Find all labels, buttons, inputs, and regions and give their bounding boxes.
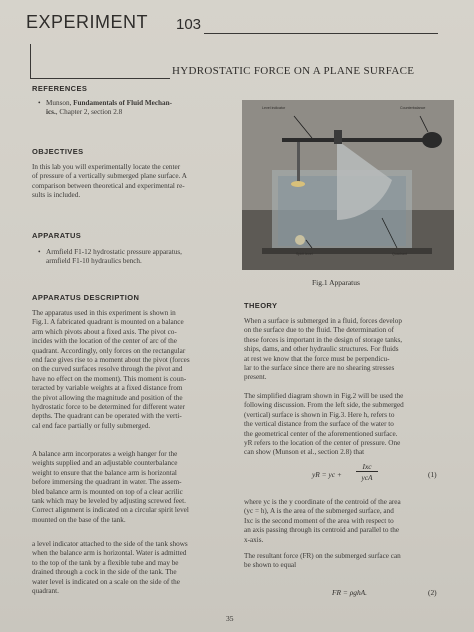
text-line: The apparatus used in this experiment is shown in — [32, 309, 176, 317]
text-line: the pivot allowing the magnitude and position of the — [32, 393, 183, 402]
objectives-text — [32, 163, 237, 201]
label-level-indicator: Level indicator — [262, 106, 286, 110]
objectives-heading: OBJECTIVES — [32, 147, 84, 156]
text-line: when the balance arm is horizontal. Water is admitted — [32, 549, 187, 558]
text-line: The resultant force (FR) on the submerged surface can — [244, 552, 401, 560]
text-line: where yc is the y coordinate of the centroid of the area — [244, 498, 401, 506]
text-line: depths. The quadrant can be operated with the verti- — [32, 412, 182, 421]
figure-caption: Fig.1 Apparatus — [312, 278, 360, 287]
text-line: have no effect on the moment). This moment is coun- — [32, 374, 187, 383]
text-line: sults is included. — [32, 191, 81, 200]
text-line: In this lab you will experimentally locate the center — [32, 163, 181, 171]
text-line: yR refers to the location of the center of pressure. One — [244, 439, 401, 448]
text-line: to the top of the tank by a flexible tube and may be — [32, 558, 179, 567]
header-rule-bottom — [30, 78, 170, 79]
text-line: bled balance arm is mounted on top of a clear acrilic — [32, 487, 183, 496]
apparatus-description-para1 — [32, 309, 235, 431]
reference-author: Munson, — [46, 99, 74, 107]
header-rule-left — [30, 44, 31, 79]
theory-heading: THEORY — [244, 301, 278, 310]
text-line: at rest we know that the force must be perpendicu- — [244, 354, 390, 363]
equation-1-number: (1) — [428, 470, 437, 479]
experiment-subtitle: HYDROSTATIC FORCE ON A PLANE SURFACE — [172, 65, 415, 77]
page-number: 35 — [226, 614, 234, 623]
reference-chapter: , Chapter 2, section 2.8 — [55, 108, 123, 117]
text-line: The simplified diagram shown in Fig.2 will be used the — [244, 392, 404, 400]
equation-1-numerator: Ixc — [356, 462, 378, 472]
text-line: weight to ensure that the balance arm is horizontal — [32, 468, 177, 477]
text-line: (vertical) surface is shown in Fig.3. Here h, refers to — [244, 410, 395, 419]
text-line: x-axis. — [244, 535, 264, 544]
label-counterbalance: Counterbalance — [400, 106, 426, 110]
text-line: present. — [244, 373, 267, 382]
text-line: ships, dams, and other hydraulic structures. For fluids — [244, 345, 399, 354]
text-line: lar to the surface since there are no shearing stresses — [244, 364, 395, 373]
apparatus-item — [46, 248, 236, 267]
header-rule-top — [204, 33, 438, 34]
text-line: the geometrical center of the aforementioned surface. — [244, 429, 398, 438]
text-line: (yc = h), A is the area of the submerged surface, and — [244, 507, 394, 516]
text-line: hydrostatic force to be determined for different water — [32, 403, 185, 412]
apparatus-description-heading: APPARATUS DESCRIPTION — [32, 293, 140, 302]
text-line: a level indicator attached to the side of the tank shows — [32, 540, 188, 548]
text-line: Fig.1. A fabricated quadrant is mounted on a balance — [32, 318, 184, 327]
text-line: can show (Munson et al., section 2.8) that — [244, 448, 365, 457]
equation-1-denominator: ycA — [361, 473, 373, 482]
text-line: water level is indicated on a scale on the side of the — [32, 577, 180, 586]
experiment-number: 103 — [176, 16, 202, 33]
text-line: these forces is important in the design of storage tanks, — [244, 335, 403, 344]
label-spirit-level: Spirit level — [296, 252, 313, 256]
apparatus-description-para2 — [32, 450, 235, 525]
reference-item — [46, 99, 236, 118]
text-line: end face gives rise to a moment about the pivot (forces — [32, 356, 190, 365]
text-line: before immersing the quadrant in water. The assem- — [32, 478, 182, 487]
label-quadrant: Quadrant — [392, 252, 407, 256]
theory-para3 — [244, 498, 444, 545]
text-line: arm which pivots about a fixed axis. The pivot co- — [32, 327, 177, 336]
experiment-title: EXPERIMENT — [26, 12, 149, 32]
text-line: When a surface is submerged in a fluid, forces develop — [244, 317, 402, 325]
apparatus-heading: APPARATUS — [32, 231, 82, 240]
text-line: on the curved surfaces resolve through the pivot and — [32, 365, 183, 374]
text-line: the vertical distance from the surface of the water to — [244, 420, 394, 429]
text-line: quadrant. — [32, 587, 59, 596]
text-line: of pressure of a vertically submerged plane surface. A — [32, 172, 187, 181]
reference-book-title: Fundamentals of Fluid Mechan- — [73, 99, 173, 107]
text-line: Correct alignment is indicated on a circular spirit level — [32, 506, 189, 515]
equation-2-number: (2) — [428, 588, 437, 597]
equation-1-lhs: yR = yc + — [312, 470, 342, 479]
text-line: Ixc is the second moment of the area with respect to — [244, 516, 394, 525]
theory-para2 — [244, 392, 444, 458]
apparatus-photo — [242, 100, 454, 270]
text-line: comparison between theoretical and experimental re- — [32, 181, 185, 190]
text-line: be shown to equal — [244, 561, 297, 570]
text-line: drained through a cock in the side of the tank. The — [32, 568, 177, 577]
theory-para1 — [244, 317, 444, 383]
text-line: an axis passing through its centroid and parallel to the — [244, 526, 400, 535]
text-line: following discussion. From the left side, the submerged — [244, 401, 404, 410]
text-line: teracted by variable weights at a fixed distance from — [32, 384, 183, 393]
text-line: armfield F1-10 hydraulics bench. — [46, 257, 142, 266]
theory-para4 — [244, 552, 444, 571]
text-line: A balance arm incorporates a weigh hanger for the — [32, 450, 178, 458]
text-line: mounted on the base of the tank. — [32, 515, 126, 524]
text-line: cal end face partially or fully submerged. — [32, 421, 151, 430]
apparatus-description-para3 — [32, 540, 235, 596]
equation-2: FR = ρghA. — [332, 588, 368, 597]
reference-book-title-cont: ics. — [46, 108, 56, 117]
text-line: • Armfield F1-12 hydrostatic pressure apparatus, — [46, 248, 182, 256]
text-line: weights supplied and an adjustable counterbalance — [32, 459, 178, 468]
text-line: on the surface due to the fluid. The determination of — [244, 326, 394, 335]
text-line: incides with the location of the center of arc of the — [32, 337, 177, 346]
text-line: tank which may be leveled by adjusting screwed feet. — [32, 497, 186, 506]
text-line: quadrant. Accordingly, only forces on the rectangular — [32, 346, 186, 355]
references-heading: REFERENCES — [32, 84, 88, 93]
apparatus-photo-drawing — [242, 100, 454, 270]
